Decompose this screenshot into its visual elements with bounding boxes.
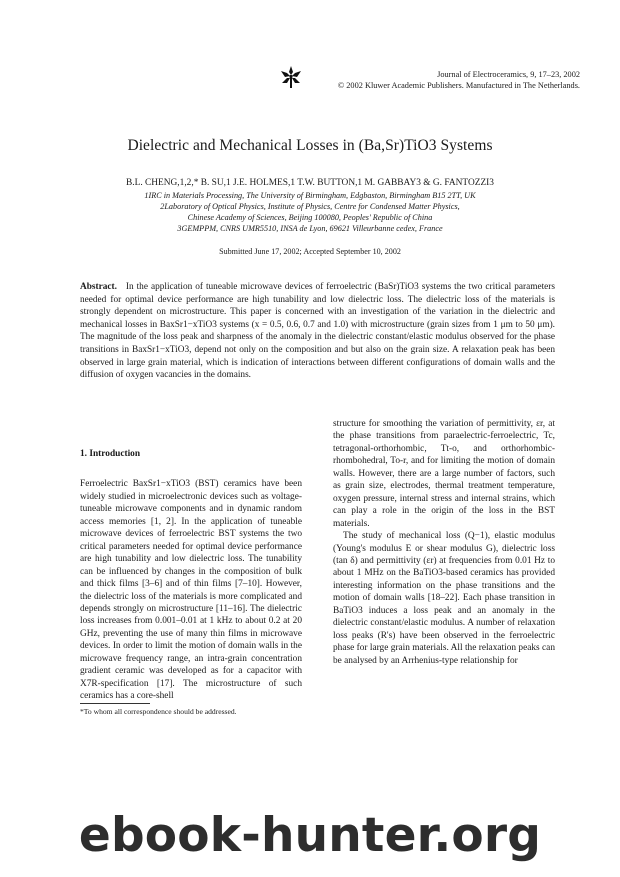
right-column bbox=[333, 418, 555, 667]
intro-paragraph-1: Ferroelectric BaxSr1−xTiO3 (BST) ceramics have been widely studied in microelectronic devices such as voltage-tuneable microwave components and in dynamic random access memories [1, 2]. In the application of tuneable microwave devices of ferroelectric BST systems the two critical parameters needed for optimal device performance are high tunability and low dielectric loss. The tunability can be influenced by changes in the composition of bulk and thick films [3–6] and of thin films [7–10]. However, the dielectric loss of the materials is more complicated and depends strongly on microstructure [11–16]. The dielectric loss increases from 0.001–0.01 at 1 kHz to about 0.2 at 20 GHz, preventing the use of many thin films in microwave devices. In order to limit the motion of domain walls in the microwave frequency range, an intra-grain concentration gradient ceramic was developed as for a capacitor with X7R-specification [17]. The microstructure of such ceramics has a core-shell bbox=[80, 479, 302, 702]
journal-citation: Journal of Electroceramics, 9, 17–23, 2002 bbox=[437, 70, 580, 79]
copyright-line: © 2002 Kluwer Academic Publishers. Manufactured in The Netherlands. bbox=[337, 81, 580, 90]
intro-paragraph-2: The study of mechanical loss (Q−1), elastic modulus (Young's modulus E or shear modulus G), dielectric loss (tan δ) and permittivity (εr) at frequencies from 0.01 Hz to about 1 MHz on the BaTiO3-based ceramics has provided interesting information on the phase transitions and the motion of domain walls [18–22]. Each phase transition in BaTiO3 induces a loss peak and an anomaly in the dielectric constant/elastic modulus. A number of relaxation loss peaks (R's) have been observed in the ferroelectric phase for large grain materials. All the relaxation peaks can be analysed by an Arrhenius-type relationship for bbox=[333, 531, 555, 666]
left-column bbox=[80, 448, 302, 703]
paper-title bbox=[0, 137, 620, 155]
section-heading: 1. Introduction bbox=[80, 449, 141, 459]
intro-paragraph-1-cont: structure for smoothing the variation of permittivity, εr, at the phase transitions from paraelectric-ferroelectric, Tc, tetragonal-orthorhombic, Tt-o, and orthorhombic-rhombohedral, To-r, and for limiting the motion of domain walls. However, there are a large number of factors, such as grain size, electrodes, thermal treatment temperature, oxygen pressure, internal stress and internal strains, which can play a role in the origin of the loss in the BST materials. bbox=[333, 419, 555, 529]
affiliation-1: 1IRC in Materials Processing, The University of Birmingham, Edgbaston, Birmingham B15 2TT, UK bbox=[144, 191, 476, 200]
journal-info bbox=[260, 69, 580, 91]
affiliation-2-cont: Chinese Academy of Sciences, Beijing 100080, Peoples' Republic of China bbox=[187, 213, 433, 222]
abstract-text: In the application of tuneable microwave devices of ferroelectric (BaSr)TiO3 systems the two critical parameters needed for optimal device performance are high tunability and low dielectric loss. The dielectric loss of the materials is strongly dependent on microstructure. This paper is concerned with an investigation of the variation in the dielectric and mechanical losses in BaxSr1−xTiO3 systems (x = 0.5, 0.6, 0.7 and 1.0) with microstructure (grain sizes from 1 μm to 50 μm). The magnitude of the loss peak and sharpness of the anomaly in the dielectric constant/elastic modulus observed for the phase transitions in BaxSr1−xTiO3, depend not only on the composition and but also on the grain size. A relaxation peak has been observed in large grain material, which is indication of interactions between different configurations of domain walls and the diffusion of oxygen vacancies in the domains. bbox=[80, 282, 555, 381]
footnote-divider bbox=[80, 703, 150, 704]
abstract bbox=[80, 281, 555, 382]
abstract-label: Abstract. bbox=[80, 282, 117, 292]
footnote: *To whom all correspondence should be addressed. bbox=[80, 707, 237, 716]
affiliations bbox=[0, 190, 620, 234]
affiliation-2: 2Laboratory of Optical Physics, Institute of Physics, Centre for Condensed Matter Physics, bbox=[160, 202, 460, 211]
submission-dates: Submitted June 17, 2002; Accepted September 10, 2002 bbox=[219, 247, 401, 256]
author-list: B.L. CHENG,1,2,* B. SU,1 J.E. HOLMES,1 T.W. BUTTON,1 M. GABBAY3 & G. FANTOZZI3 bbox=[126, 178, 494, 188]
affiliation-3: 3GEMPPM, CNRS UMR5510, INSA de Lyon, 69621 Villeurbanne cedex, France bbox=[177, 224, 443, 233]
paper-title-text: Dielectric and Mechanical Losses in (Ba,Sr)TiO3 Systems bbox=[127, 137, 493, 154]
watermark: ebook-hunter.org bbox=[78, 808, 542, 863]
